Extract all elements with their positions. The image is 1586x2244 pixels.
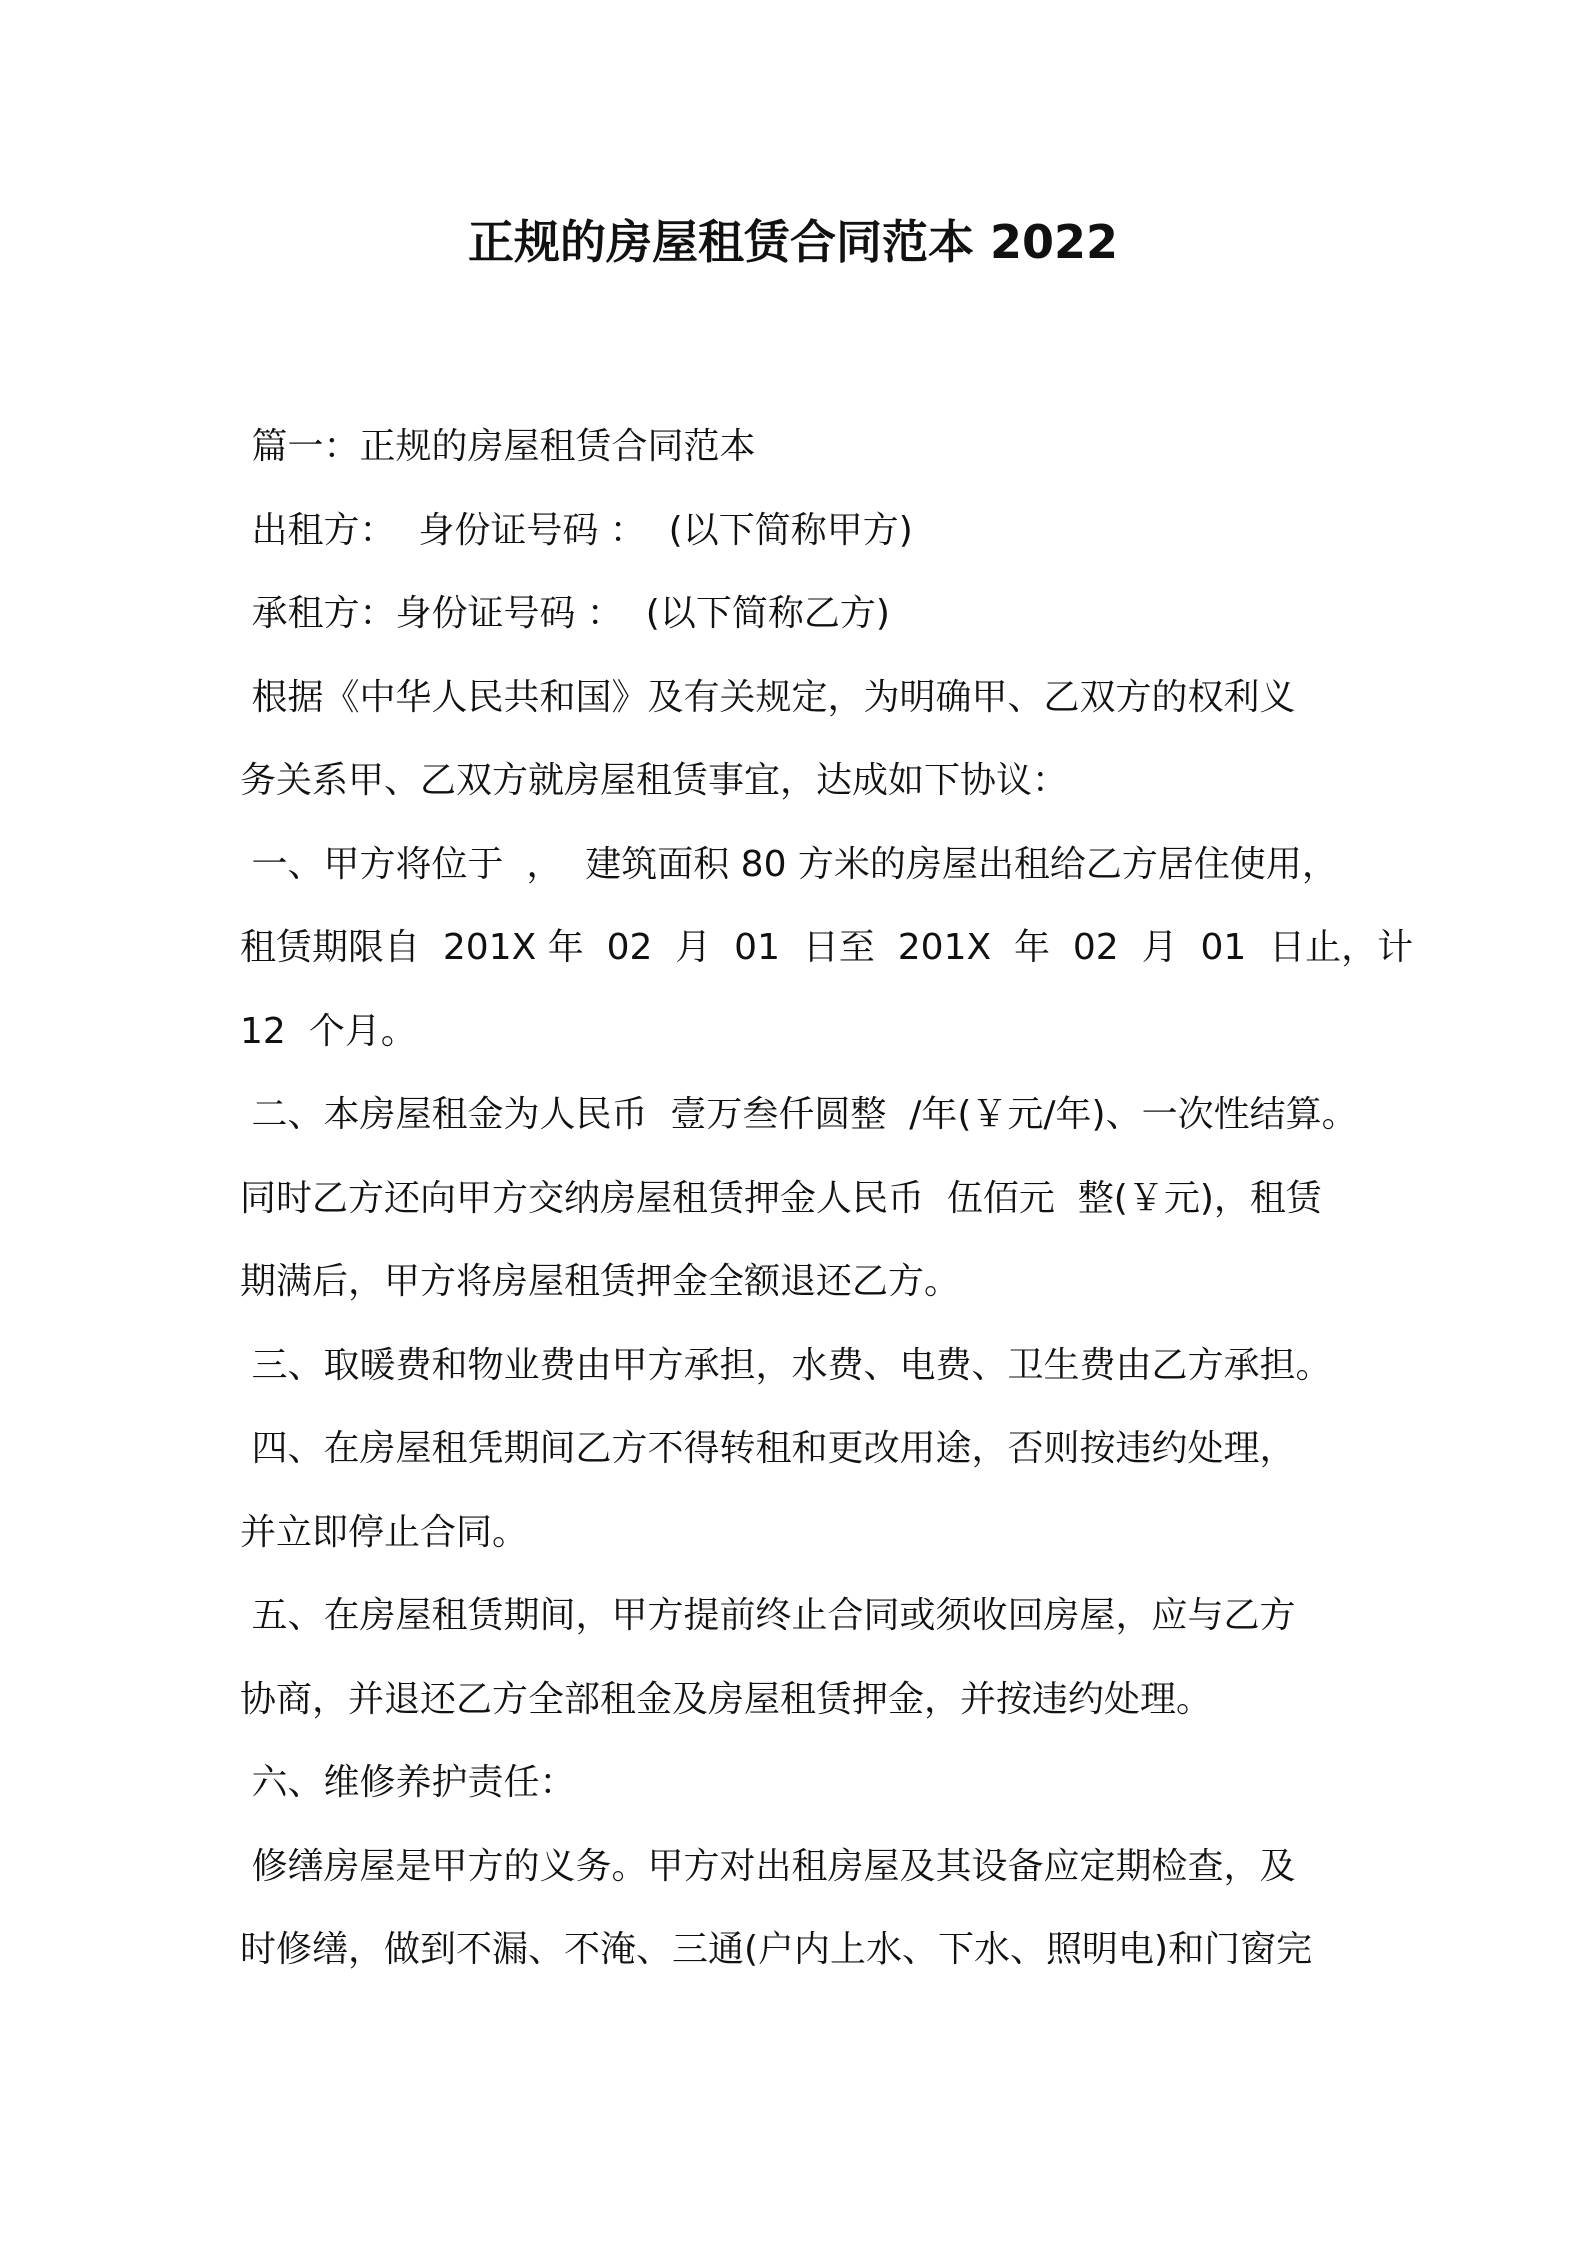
preamble-line-2: 务关系甲、乙双方就房屋租赁事宜，达成如下协议：	[240, 760, 1069, 801]
clause-1-line-2: 租赁期限自 201X 年 02 月 01 日至 201X 年 02 月 01 日止，计	[240, 927, 1414, 968]
section-heading-part-one: 篇一：正规的房屋租赁合同范本	[240, 426, 756, 467]
clause-2-line-2: 同时乙方还向甲方交纳房屋租赁押金人民币 伍佰元 整(￥元)，租赁	[240, 1177, 1322, 1219]
document-body	[240, 405, 1414, 1992]
clause-6-line-2: 时修缮，做到不漏、不淹、三通(户内上水、下水、照明电)和门窗完	[240, 1929, 1313, 1970]
clause-2-line-1: 二、本房屋租金为人民币 壹万叁仟圆整 /年(￥元/年)、一次性结算。	[240, 1094, 1358, 1135]
clause-5-line-2: 协商，并退还乙方全部租金及房屋租赁押金，并按违约处理。	[240, 1678, 1213, 1720]
lessor-line: 出租方： 身份证号码 ： (以下简称甲方)	[240, 509, 913, 551]
clause-1-line-3: 12 个月。	[240, 1010, 417, 1052]
clause-2-line-3: 期满后，甲方将房屋租赁押金全额退还乙方。	[240, 1261, 961, 1302]
clause-6-heading: 六、维修养护责任：	[240, 1762, 576, 1803]
clause-1-line-1: 一、甲方将位于 ， 建筑面积 80 方米的房屋出租给乙方居住使用，	[240, 843, 1338, 885]
preamble-line-1: 根据《中华人民共和国》及有关规定，为明确甲、乙双方的权利义	[240, 676, 1296, 718]
clause-5-line-1: 五、在房屋租赁期间，甲方提前终止合同或须收回房屋，应与乙方	[240, 1595, 1296, 1636]
lessee-line: 承租方：身份证号码 ： (以下简称乙方)	[240, 593, 890, 634]
document-title: 正规的房屋租赁合同范本 2022	[467, 215, 1119, 269]
clause-4-line-2: 并立即停止合同。	[240, 1511, 529, 1553]
clause-4-line-1: 四、在房屋租凭期间乙方不得转租和更改用途，否则按违约处理，	[240, 1428, 1296, 1469]
clause-6-line-1: 修缮房屋是甲方的义务。甲方对出租房屋及其设备应定期检查，及	[240, 1845, 1296, 1887]
clause-3-line-1: 三、取暖费和物业费由甲方承担，水费、电费、卫生费由乙方承担。	[240, 1344, 1332, 1386]
